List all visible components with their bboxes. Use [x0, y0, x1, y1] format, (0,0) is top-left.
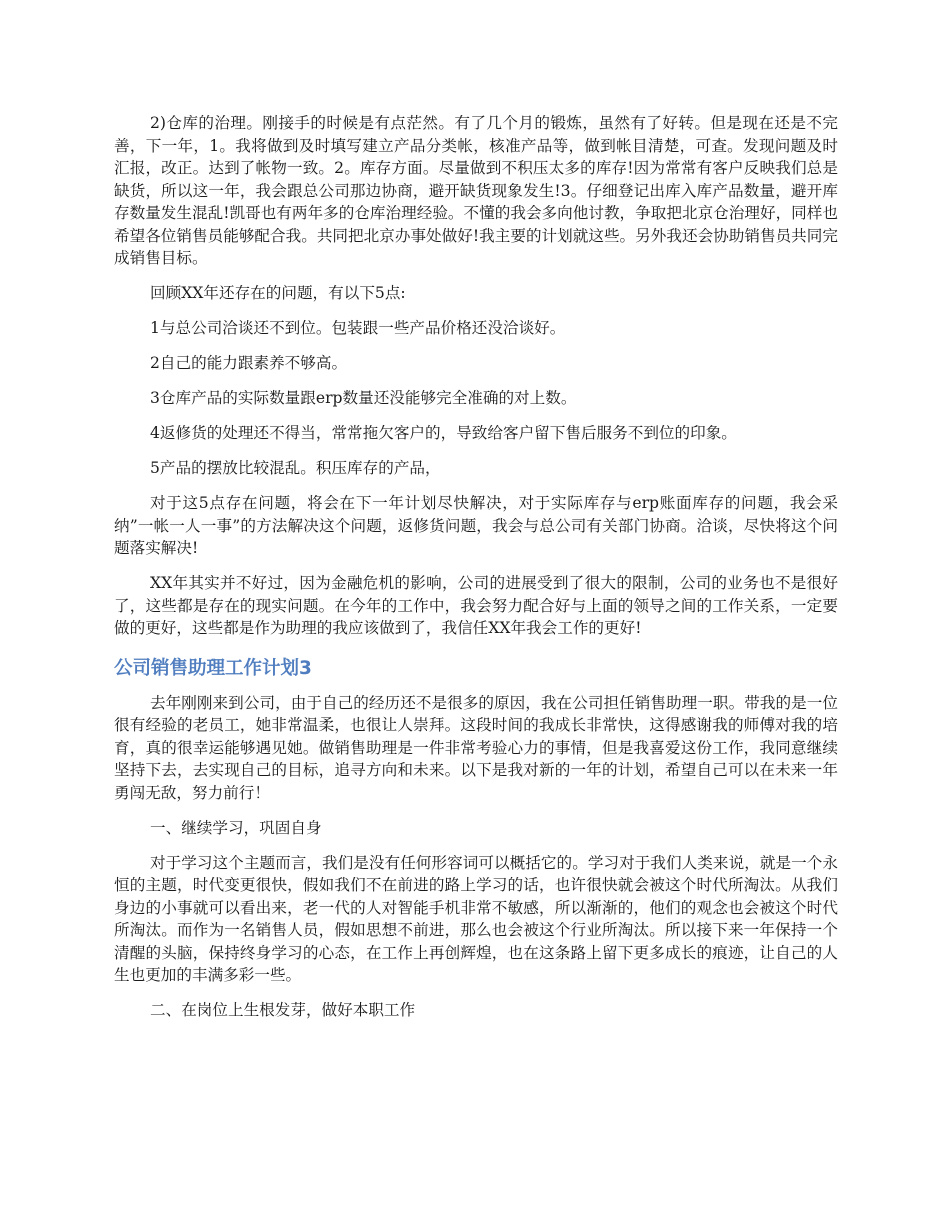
paragraph-issue-3: 3仓库产品的实际数量跟erp数量还没能够完全准确的对上数。 — [150, 389, 577, 407]
paragraph-issue-2: 2自己的能力跟素养不够高。 — [150, 354, 348, 372]
paragraph-issue-5: 5产品的摆放比较混乱。积压库存的产品， — [150, 459, 441, 477]
paragraph-warehouse-management: 2)仓库的治理。刚接手的时候是有点茫然。有了几个月的锻炼，虽然有了好转。但是现在还是不完善，下一年，1。我将做到及时填写建立产品分类帐，核准产品等，做到帐目清楚，可查。发现问题及时汇报，改正。达到了帐物一致。2。库存方面。尽量做到不积压太多的库存!因为常常有客户反映我们总是缺货，所以这一年，我会跟总公司那边协商，避开缺货现象发生!3。仔细登记出库入库产品数量，避开库存数量发生混乱!凯哥也有两年多的仓库治理经验。不懂的我会多向他讨教，争取把北京仓治理好，同样也希望各位销售员能够配合我。共同把北京办事处做好!我主要的计划就这些。另外我还会协助销售员共同完成销售目标。 — [114, 114, 838, 267]
section-heading: 公司销售助理工作计划3 — [114, 657, 312, 679]
paragraph-solutions: 对于这5点存在问题，将会在下一年计划尽快解决，对于实际库存与erp账面库存的问题，我会采纳”一帐一人一事”的方法解决这个问题，返修货问题，我会与总公司有关部门协商。洽谈，尽快将这个问题落实解决! — [114, 494, 838, 557]
paragraph-review-intro: 回顾XX年还存在的问题，有以下5点: — [150, 284, 406, 302]
paragraph-issue-1: 1与总公司洽谈还不到位。包装跟一些产品价格还没洽谈好。 — [150, 319, 566, 337]
paragraph-issue-4: 4返修货的处理还不得当，常常拖欠客户的，导致给客户留下售后服务不到位的印象。 — [150, 424, 737, 442]
paragraph-introduction: 去年刚刚来到公司，由于自己的经历还不是很多的原因，我在公司担任销售助理一职。带我的是一位很有经验的老员工，她非常温柔，也很让人崇拜。这段时间的我成长非常快，这得感谢我的师傅对我的培育，真的很幸运能够遇见她。做销售助理是一件非常考验心力的事情，但是我喜爱这份工作，我同意继续坚持下去，去实现自己的目标，追寻方向和未来。以下是我对新的一年的计划，希望自己可以在未来一年勇闯无敌，努力前行！ — [114, 693, 838, 802]
paragraph-year-summary: XX年其实并不好过，因为金融危机的影响，公司的进展受到了很大的限制，公司的业务也不是很好了，这些都是存在的现实问题。在今年的工作中，我会努力配合好与上面的领导之间的工作关系，一定要做的更好，这些都是作为助理的我应该做到了，我信任XX年我会工作的更好! — [114, 574, 838, 637]
paragraph-learning: 对于学习这个主题而言，我们是没有任何形容词可以概括它的。学习对于我们人类来说，就是一个永恒的主题，时代变更很快，假如我们不在前进的路上学习的话，也许很快就会被这个时代所淘汰。从我们身边的小事就可以看出来，老一代的人对智能手机非常不敏感，所以渐渐的，他们的观念也会被这个时代所淘汰。而作为一名销售人员，假如思想不前进，那么也会被这个行业所淘汰。所以接下来一年保持一个清醒的头脑，保持终身学习的心态，在工作上再创辉煌，也在这条路上留下更多成长的痕迹，让自己的人生也更加的丰满多彩一些。 — [114, 853, 838, 984]
subheading-do-job-well: 二、在岗位上生根发芽，做好本职工作 — [150, 1001, 416, 1019]
subheading-continue-learning: 一、继续学习，巩固自身 — [150, 818, 322, 837]
document-page — [114, 112, 838, 1034]
